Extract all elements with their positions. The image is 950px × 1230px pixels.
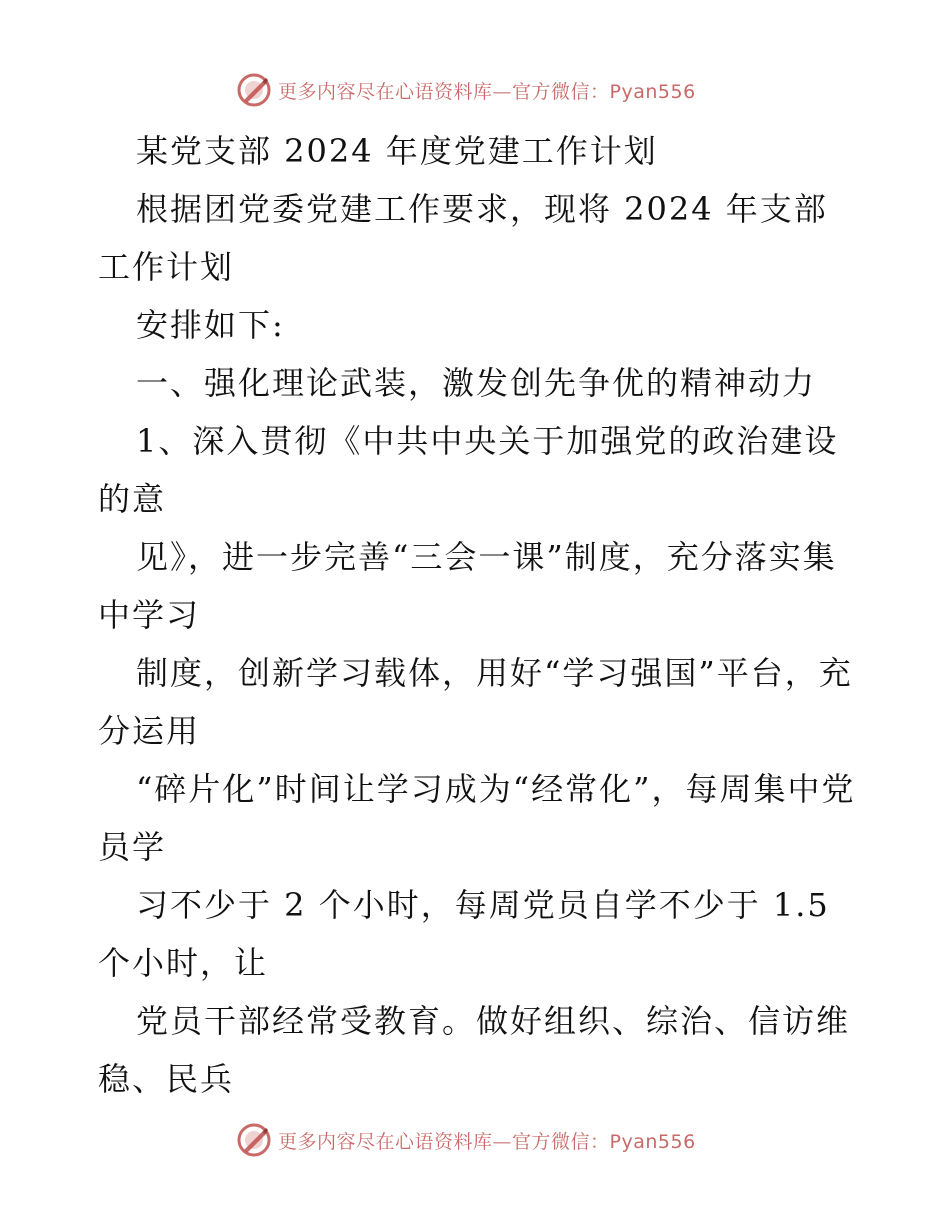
paragraph: 制度，创新学习载体，用好“学习强国”平台，充分运用	[98, 654, 853, 750]
document-body	[98, 122, 858, 1108]
watermark-text: 更多内容尽在心语资料库—官方微信：Pyan556	[278, 80, 696, 103]
paragraph: 安排如下:	[136, 306, 285, 344]
header-watermark	[236, 72, 696, 108]
paragraph: 党员干部经常受教育。做好组织、综治、信访维稳、民兵	[98, 1002, 851, 1098]
document-title: 某党支部 2024 年度党建工作计划	[136, 132, 658, 170]
section-heading: 一、强化理论武装，激发创先争优的精神动力	[136, 364, 817, 402]
paragraph: 1、深入贯彻《中共中央关于加强党的政治建设的意	[98, 422, 839, 518]
paragraph: “碎片化”时间让学习成为“经常化”，每周集中党员学	[98, 770, 856, 866]
paragraph: 根据团党委党建工作要求，现将 2024 年支部工作计划	[98, 190, 828, 286]
seal-pen-icon	[236, 72, 272, 108]
paragraph: 习不少于 2 个小时，每周党员自学不少于 1.5 个小时，让	[98, 886, 830, 982]
seal-pen-icon	[236, 1122, 272, 1158]
paragraph: 见》，进一步完善“三会一课”制度，充分落实集中学习	[98, 538, 837, 634]
watermark-text: 更多内容尽在心语资料库—官方微信：Pyan556	[278, 1130, 696, 1153]
footer-watermark	[236, 1122, 696, 1158]
